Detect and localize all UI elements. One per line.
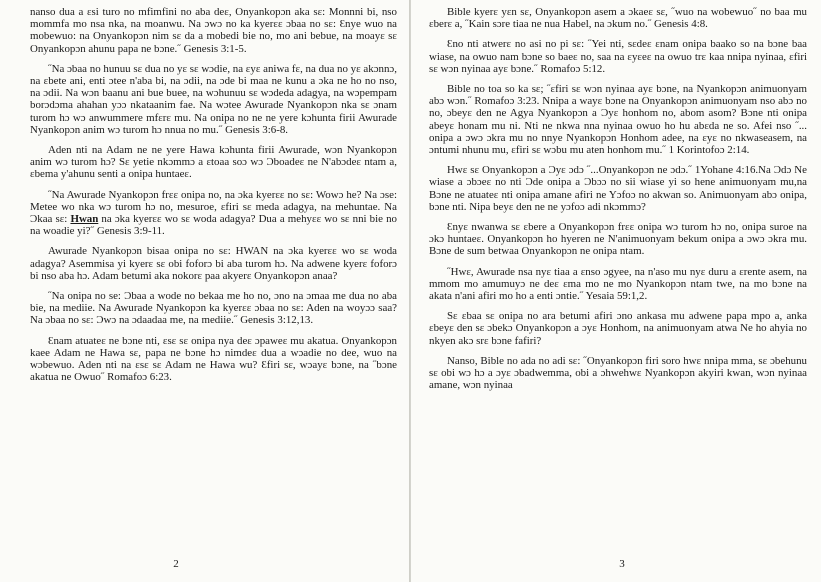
paragraph: Bible no toa so ka sɛ; ˝ɛfiri sɛ wɔn nyinaa ayɛ bɔne, na Nyankopɔn animuonyam abɔ wɔn.˝ Romafoɔ 3:23. Nnipa a wayɛ bɔne na Onyankopɔn animuonyam nso abɔ no no, ɔbeyɛ den ne Agya Nyankopɔn a Ɔyɛ honhom no, abom asom? Bɔne nti onipa abeyɛ honam mu ni. Nti ne nkwa nna nyinaa owuo ho hu abɛda ne so. Afei nso ˝... onipa a ɔwɔ ɔkra mu no nnye Nyankopɔn Honhom adee, na ɛyɛ no nkwaseasem, na ɔntumi nhunu mu, ɛfiri sɛ wɔbu mu aten honhom mu.˝ 1 Korintofoɔ 2:14. <box>429 83 807 157</box>
page-number-left: 2 <box>173 558 179 570</box>
paragraph: Ɛnyɛ nwanwa sɛ ɛbere a Onyankopɔn frɛɛ onipa wɔ turom hɔ no, onipa suroe na ɔkɔ huntaeɛ. Onyankopɔn ho hyeren ne N'animuonyam bekum onipa a ɔwɔ ɔkra mu. Bɔne de sum betwaa Onyankopɔn ne onipa ntam. <box>429 221 807 258</box>
paragraph: Hwɛ sɛ Onyankopɔn a Ɔyɛ ɔdɔ ˝...Onyankopɔn ne ɔdɔ.˝ 1Yohane 4:16.Na Ɔdɔ Ne wiase a ɔbɔeɛ no nti Ɔde onipa a Ɔbɔɔ no sii wiase yi so hene animuonyam mu,na Bɔne ne atuateɛ nti onipa amane afiri ne Yɔfoɔ no akwan so. Animuonyam abɔ onipa, bɔne nti. Nipa beyɛ den ne ne yɔfoɔ adi nkɔmmɔ? <box>429 164 807 213</box>
paragraph: ˝Na onipa no se: Ɔbaa a wode no bekaa me ho no, ɔno na ɔmaa me dua no aba bie, na mediie. Na Awurade Nyankopɔn ka kyerɛɛ ɔbaa no sɛ: Aden na woyɔɔ saa? Na ɔbaa no sɛ: Ɔwɔ na ɔdaadaa me, na mediie.˝ Genesis 3:12,13. <box>30 290 397 327</box>
paragraph: nanso dua a ɛsi turo no mfimfini no aba deɛ, Onyankopɔn aka sɛ: Monnni bi, nso mommfa mo nsa nka, na moanwu. Na ɔwɔ no ka kyerɛɛ ɔbaa no sɛ: Ɛnye wuo na mobewuo: na Onyankopɔn nim sɛ da a mobedi bie no, mo ani bebue, na moayɛ sɛ Onyankopɔn ahunu papa ne bɔne.˝ Genesis 3:1-5. <box>30 6 397 55</box>
paragraph: ˝Hwɛ, Awurade nsa nyɛ tiaa a ɛnso ɔgyee, na n'aso mu nyɛ duru a ɛrente asem, na mmom mo amumuyɔ ne deɛ ɛma mo ne mo Nyankopɔn ntam twe, na mo bɔne na akata n'ani afiri mo ho a enti ɔntie.˝ Yesaia 59:1,2. <box>429 265 807 303</box>
page-number-right: 3 <box>619 558 625 570</box>
paragraph: Bible kyerɛ yɛn sɛ, Onyankopɔn asem a ɔkaeɛ sɛ, ˝wuo na wobewuo˝ no baa mu ɛberɛ a, ˝Kain sɔre tiaa ne nua Habel, na ɔkum no.˝ Genesis 4:8. <box>429 6 807 31</box>
paragraph: ˝Na Awurade Nyankopɔn frɛɛ onipa no, na ɔka kyerɛɛ no sɛ: Wowɔ he? Na ɔse: Metee wo nka wɔ turom hɔ no, mesuroe, ɛfiri sɛ meda adagya, na mehuntae. Na Ɔkaa sɛ: Hwan na ɔka kyerɛɛ wo sɛ woda adagya? Dua a mehyɛɛ wo sɛ nni bie no na woadie yi?˝ Genesis 3:9-11. <box>30 188 397 238</box>
paragraph: Ɛnam atuateɛ ne bɔne nti, ɛsɛ sɛ onipa nya deɛ ɔpaweɛ mu akatua. Onyankopɔn kaee Adam ne Hawa sɛ, papa ne bɔne hɔ nimdeɛ dua a wɔadie no dee, wuo na wɔbewuo. Aden nti na ɛsɛ sɛ Adam ne Hawa wu? Ɛfiri sɛ, wɔayɛ bɔne, na ˝bɔne akatua ne Owuo˝ Romafoɔ 6:23. <box>30 334 397 384</box>
paragraph: Sɛ ɛbaa sɛ onipa no ara betumi afiri ɔno ankasa mu adwene papa mpo a, anka ɛbeyɛ den sɛ ɔbekɔ Onyankopɔn a ɔyɛ Honhom, na animuonyam atwa Ne ho ahyia no nkyen akɔ srɛ bɔne fafiri? <box>429 310 807 347</box>
paragraph: Ɛno nti atwerɛ no asi no pi sɛ: ˝Yei nti, sɛdeɛ ɛnam onipa baako so na bɔne baa wiase, na owuo nam bɔne so baeɛ no, saa na ɛyɛeɛ na owuo trɛ kaa nnipa nyinaa, ɛfiri sɛ wɔn nyinaa ayɛ bɔne.˝ Romafoɔ 5:12. <box>429 38 807 75</box>
paragraph: Aden nti na Adam ne ne yere Hawa kɔhunta firii Awurade, wɔn Nyankopɔn anim wɔ turom hɔ? Sɛ yetie nkɔmmɔ a ɛtoaa soɔ wɔ Ɔboadeɛ ne N'abɔdeɛ ntam a, ɛbema y'ahunu senti a onipa huntaeɛ. <box>30 144 397 181</box>
left-page <box>30 6 397 576</box>
paragraph: Awurade Nyankopɔn bisaa onipa no sɛ: HWAN na ɔka kyerɛɛ wo sɛ woda adagya? Asemmisa yi kyerɛ sɛ obi foforɔ bi aba turom hɔ. Na adwene kyerɛ foforɔ bi nso aba hɔ. Adam betumi aka nokorɛ paa akyerɛ Onyankopɔn anaa? <box>30 245 397 282</box>
paragraph: Nanso, Bible no ada no adi sɛ: ˝Onyankopɔn firi soro hwɛ nnipa mma, sɛ ɔbehunu sɛ obi wɔ hɔ a ɔyɛ ɔbadwemma, obi a ɔhwehwɛ Nyankopɔn akyiri kwan, wɔn nyinaa amane, wɔn nyinaa <box>429 354 807 392</box>
paragraph: ˝Na ɔbaa no hunuu sɛ dua no yɛ sɛ wɔdie, na ɛyɛ aniwa fɛ, na dua no yɛ akɔnnɔ, na ɛbete ani, enti ɔtee n'aba bi, na ɔdii, na ɔde bi maa ne kunu a ɔka ne ho no nso, na ɔdii. Na wɔn baanu ani bue buee, na wɔhunuu sɛ wɔdeda adagya, na wɔpempam borɔdɔma ahahan yɔɔ nkataanim fae. Na wɔtee Awurade Nyankopɔn nka sɛ ɔnam turom hɔ wɔ anwummere mfɛrɛ mu. Na onipa no ne ne yere kɔhunta firii Awurade Nyankopɔn anim wɔ turom hɔ nnua no mu.˝ Genesis 3:6-8. <box>30 62 397 136</box>
book-gutter <box>409 0 411 582</box>
emphasized-word: Hwan <box>70 213 99 226</box>
right-page <box>429 6 807 576</box>
